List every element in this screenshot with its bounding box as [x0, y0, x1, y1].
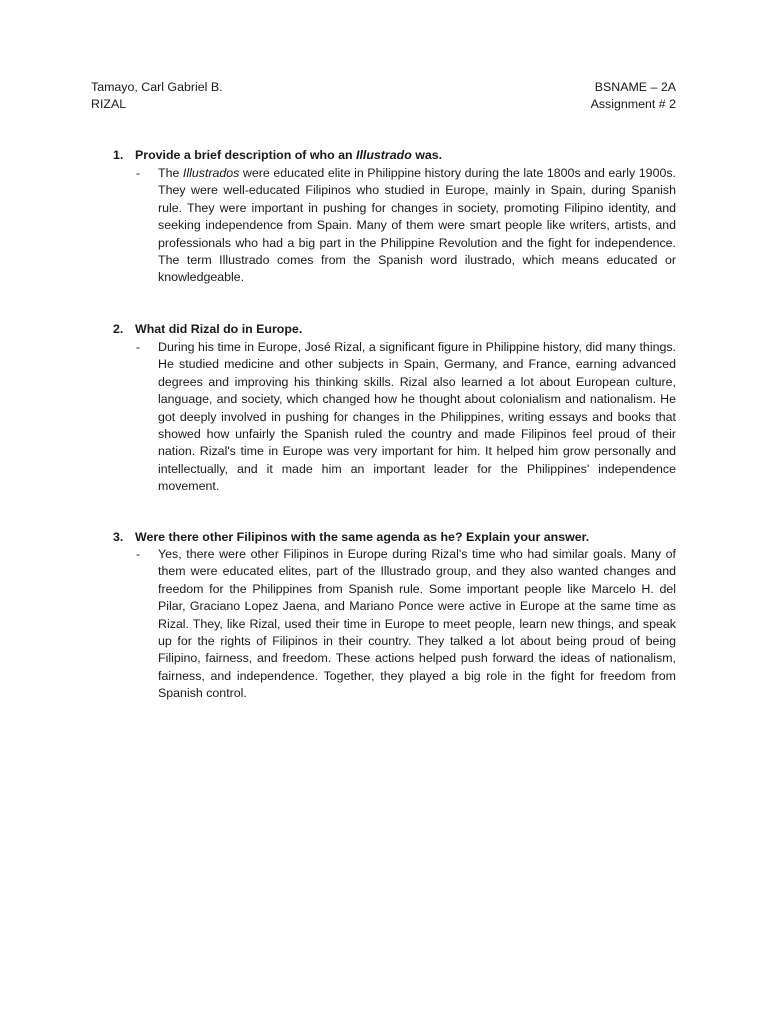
assignment-number: Assignment # 2 — [590, 97, 676, 111]
question-2 — [113, 321, 676, 338]
question-text-part: was. — [411, 148, 443, 162]
answer-text-part: were educated elite in Philippine history during the late 1800s and early 1900s. They were well-educated Filipinos who studied in Europe, mainly in Spain, during Spanish rule. They were important in pushing for changes in society, promoting Filipino identity, and seeking independence from Spain. Many of them were smart people like writers, artists, and professionals who had a big part in the Philippine Revolution and the fight for independence. The term Illustrado comes from the Spanish word ilustrado, which means educated or knowledgeable. — [158, 166, 676, 285]
student-name: Tamayo, Carl Gabriel B. — [91, 80, 223, 94]
bullet-dash: - — [136, 340, 141, 354]
question-text-part: Provide a brief description of who an — [135, 148, 356, 162]
bullet-dash: - — [136, 547, 141, 561]
course-section: BSNAME – 2A — [594, 80, 676, 94]
question-number: 2. — [113, 322, 124, 336]
answer-3: Yes, there were other Filipinos in Europe during Rizal's time who had similar goals. Many of them were educated elites, part of the Illustrado group, and they also wanted changes and freedom for the Philippines from Spanish rule. Some important people like Marcelo H. del Pilar, Graciano Lopez Jaena, and Mariano Ponce were active in Europe at the same time as Rizal. They, like Rizal, used their time in Europe to meet people, learn new things, and speak up for the rights of Filipinos in their country. They talked a lot about being proud of being Filipino, fairness, and freedom. These actions helped push forward the ideas of nationalism, fairness, and independence. Together, they played a big role in the fight for freedom from Spanish control. — [158, 547, 676, 701]
question-text: What did Rizal do in Europe. — [135, 322, 303, 336]
answer-2: During his time in Europe, José Rizal, a significant figure in Philippine history, did many things. He studied medicine and other subjects in Spain, Germany, and France, earning advanced degrees and improving his thinking skills. Rizal also learned a lot about European culture, language, and society, which changed how he thought about colonialism and nationalism. He got deeply involved in pushing for changes in the Philippines, writing essays and books that showed how unfairly the Spanish ruled the country and made Filipinos feel proud of their nation. Rizal's time in Europe was very important for him. It helped him grow personally and intellectually, and it made him an important leader for the Philippines' independence movement. — [158, 340, 676, 494]
answer-italic-term: Illustrados — [182, 166, 240, 180]
bullet-dash: - — [136, 166, 141, 180]
question-1 — [113, 147, 676, 164]
question-number: 3. — [113, 530, 124, 544]
subject-name: RIZAL — [91, 97, 127, 111]
header-row-1 — [91, 79, 676, 96]
question-text: Were there other Filipinos with the same agenda as he? Explain your answer. — [135, 530, 590, 544]
answer-1 — [158, 165, 676, 287]
question-number: 1. — [113, 148, 124, 162]
answer-text-part: The — [158, 166, 183, 180]
question-3 — [113, 529, 676, 546]
question-italic-term: Illustrado — [356, 148, 412, 162]
header-row-2 — [91, 96, 676, 113]
